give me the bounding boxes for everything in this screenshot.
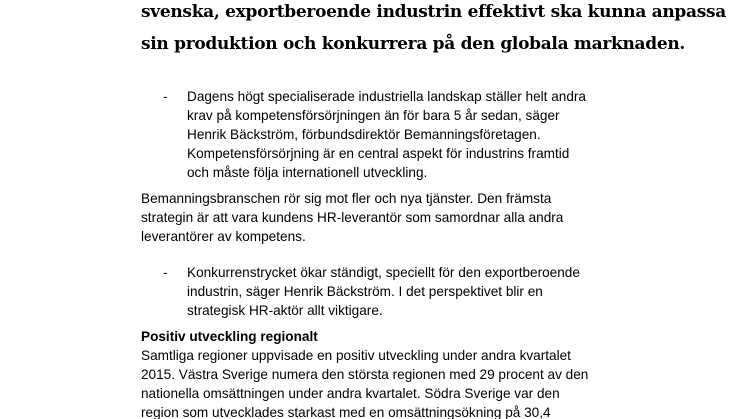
section-line: nationella omsättningen under andra kvartalet. Södra Sverige var den: [141, 386, 560, 401]
quote-line: och måste följa internationell utveckling.: [187, 165, 428, 180]
paragraph-line: strategin är att vara kundens HR-leverantör som samordnar alla andra: [141, 210, 564, 225]
section-heading: Positiv utveckling regionalt: [141, 329, 318, 344]
quote-line: strategisk HR-aktör allt viktigare.: [187, 303, 383, 318]
quote-line: industrin, säger Henrik Bäckström. I det perspektivet blir en: [187, 284, 543, 299]
section-line: region som utvecklades starkast med en omsättningsökning på 30,4: [141, 405, 551, 419]
intro-line: sin produktion och konkurrera på den globala marknaden.: [141, 34, 686, 54]
quote-dash: -: [163, 89, 168, 104]
quote-line: Kompetensförsörjning är en central aspekt för industrins framtid: [187, 146, 570, 161]
paragraph-line: Bemanningsbranschen rör sig mot fler och nya tjänster. Den främsta: [141, 191, 552, 206]
quote-line: Henrik Bäckström, förbundsdirektör Bemanningsföretagen.: [187, 127, 541, 142]
quote-line: krav på kompetensförsörjningen än för bara 5 år sedan, säger: [187, 108, 560, 123]
quote-line: Konkurrenstrycket ökar ständigt, speciellt för den exportberoende: [187, 265, 580, 280]
quote-line: Dagens högt specialiserade industriella landskap ställer helt andra: [187, 89, 586, 104]
section-line: Samtliga regioner uppvisade en positiv utveckling under andra kvartalet: [141, 348, 571, 363]
intro-line: svenska, exportberoende industrin effektivt ska kunna anpassa: [141, 2, 726, 22]
quote-dash: -: [163, 265, 168, 280]
paragraph-line: leverantörer av kompetens.: [141, 229, 306, 244]
section-line: 2015. Västra Sverige numera den största regionen med 29 procent av den: [141, 367, 589, 382]
